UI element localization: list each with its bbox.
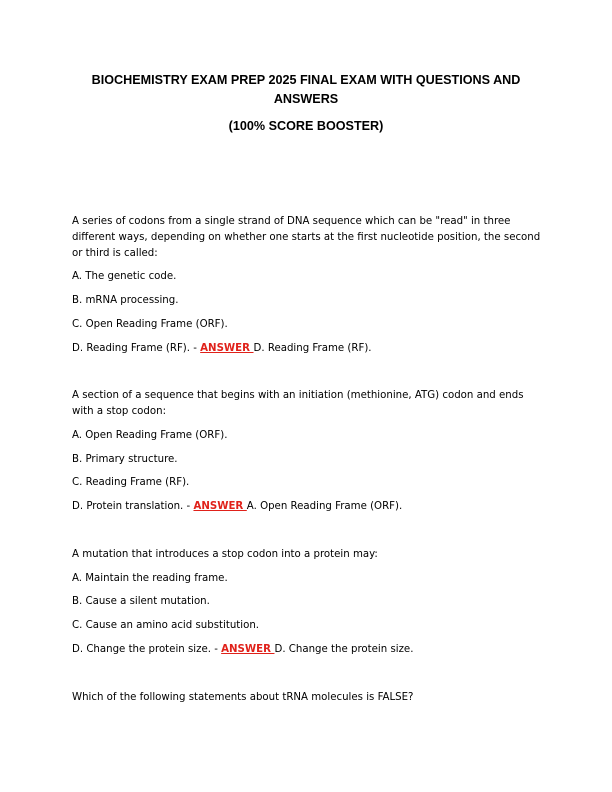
question-2-text: A section of a sequence that begins with an initiation (methionine, ATG) codon and ends with a stop codon:: [72, 390, 524, 417]
question-1-option-d: [72, 341, 542, 357]
document-title: BIOCHEMISTRY EXAM PREP 2025 FINAL EXAM WITH QUESTIONS AND ANSWERS: [91, 73, 521, 106]
question-3-option-d-text: D. Change the protein size. -: [72, 644, 222, 655]
question-3-option-c: C. Cause an amino acid substitution.: [72, 620, 260, 631]
question-1-option-d-text: D. Reading Frame (RF). -: [72, 343, 201, 354]
question-1-text: A series of codons from a single strand of DNA sequence which can be "read" in three different ways, depending on whether one starts at the first nucleotide position, the second or third is called:: [72, 216, 541, 259]
question-1-answer-text: D. Reading Frame (RF).: [253, 343, 372, 354]
question-1-answer-label: ANSWER: [200, 343, 254, 354]
question-2-answer-text: A. Open Reading Frame (ORF).: [246, 501, 403, 512]
question-3-answer-label: ANSWER: [221, 644, 275, 655]
question-3-answer-text: D. Change the protein size.: [274, 644, 414, 655]
question-2-answer-label: ANSWER: [193, 501, 247, 512]
question-1-option-b: B. mRNA processing.: [72, 295, 179, 306]
question-4-text: Which of the following statements about tRNA molecules is FALSE?: [72, 692, 414, 703]
question-1-option-a: A. The genetic code.: [72, 271, 177, 282]
document-subtitle: (100% SCORE BOOSTER): [228, 119, 384, 133]
question-2-option-c: C. Reading Frame (RF).: [72, 477, 190, 488]
question-2-option-b: B. Primary structure.: [72, 454, 178, 465]
question-3-option-a: A. Maintain the reading frame.: [72, 573, 228, 584]
question-2-option-d-text: D. Protein translation. -: [72, 501, 194, 512]
question-2-option-a: A. Open Reading Frame (ORF).: [72, 430, 228, 441]
question-2-option-d: [72, 499, 542, 515]
question-3-option-d: [72, 642, 542, 658]
question-3-text: A mutation that introduces a stop codon into a protein may:: [72, 549, 378, 560]
question-3-option-b: B. Cause a silent mutation.: [72, 596, 210, 607]
question-1-option-c: C. Open Reading Frame (ORF).: [72, 319, 228, 330]
